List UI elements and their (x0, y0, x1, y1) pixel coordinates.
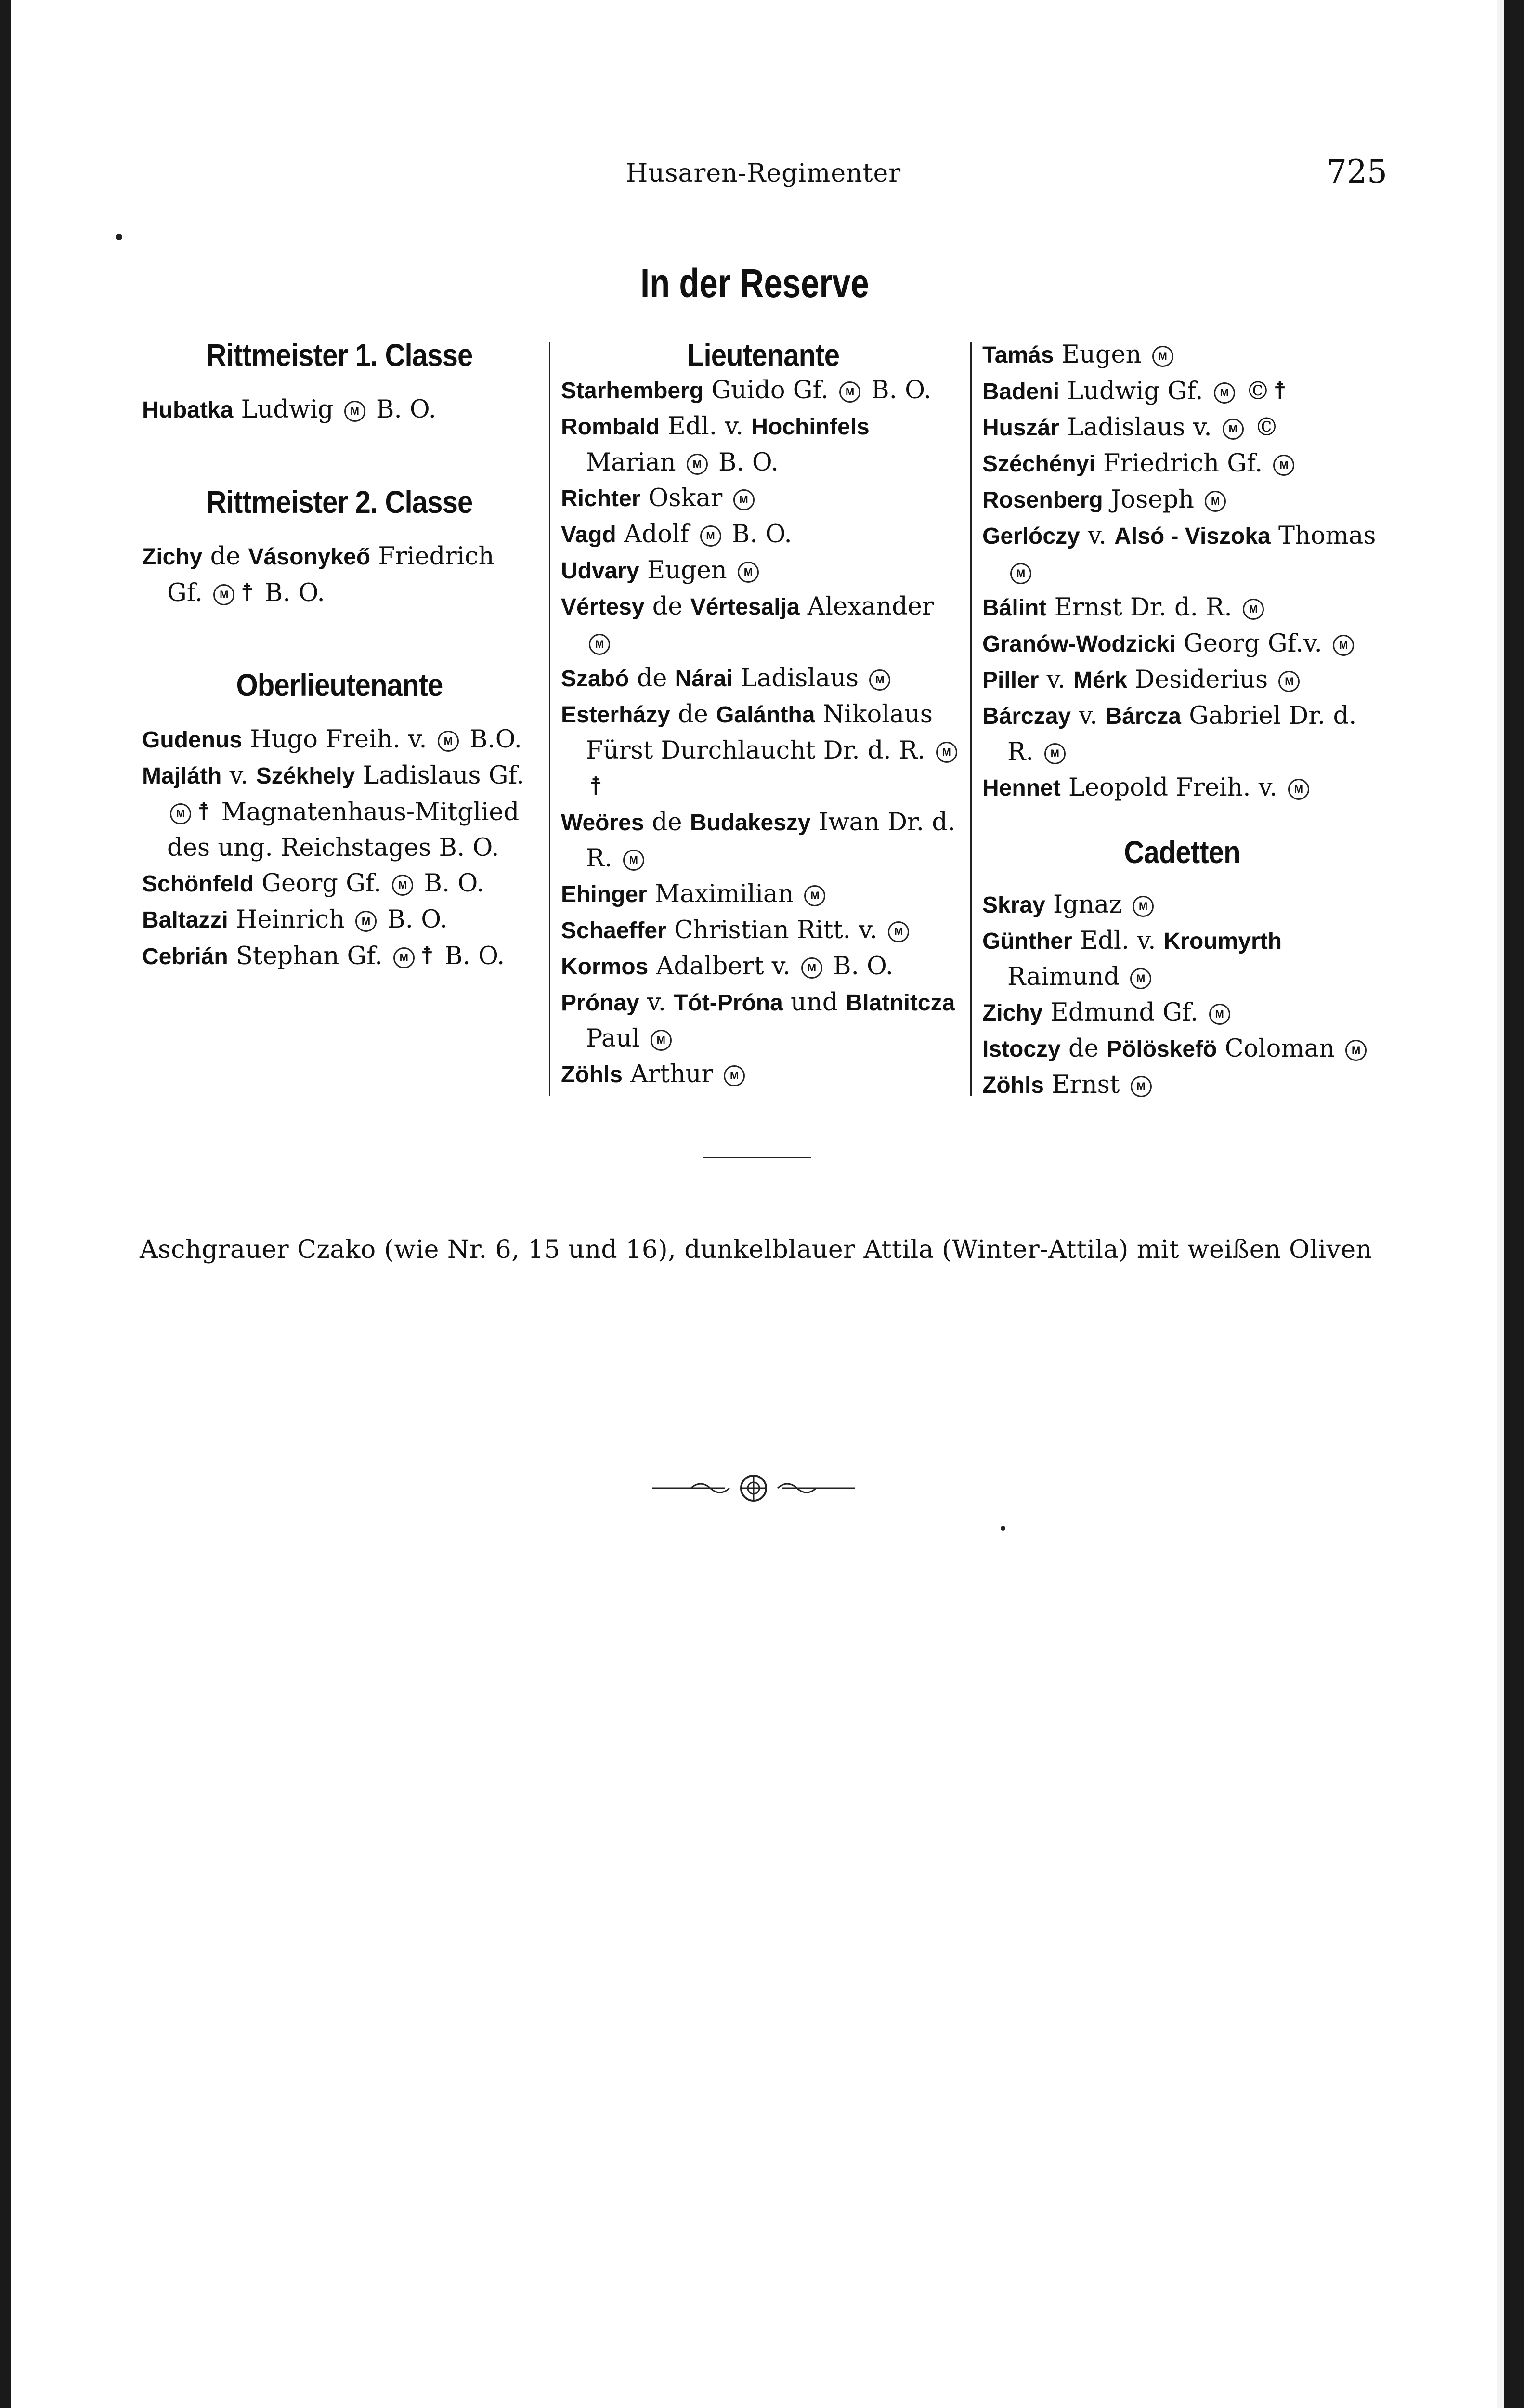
given-name: Nikolaus Fürst Durchlaucht Dr. d. R. (586, 700, 933, 765)
name: Udvary (561, 558, 639, 584)
entry-baltazzi (142, 902, 537, 938)
m-badge-icon: M (801, 957, 822, 979)
m-badge-icon: M (1288, 779, 1309, 800)
entry-granow (982, 626, 1382, 662)
column-rule (970, 342, 972, 1096)
running-head: Husaren-Regimenter (626, 159, 901, 188)
name: Cebrián (142, 944, 228, 969)
entry-badeni (982, 373, 1382, 410)
ink-speck (116, 234, 122, 240)
name: Weöres (561, 810, 644, 836)
entry-schaeffer (561, 913, 965, 949)
cross-icon: ☨ (197, 798, 211, 826)
name: Vértesy (561, 594, 645, 620)
entry-hennet (982, 770, 1382, 806)
suffix: B. O. (444, 942, 505, 970)
entry-skray (982, 887, 1382, 923)
name: Kormos (561, 954, 649, 980)
particle: de (1068, 1034, 1099, 1063)
heading-lieutenante: Lieutenante (687, 337, 840, 373)
name: Mérk (1073, 667, 1127, 693)
entry-zoehls-ernst (982, 1067, 1382, 1103)
particle: v. (647, 988, 666, 1017)
given-name: Thomas (1278, 522, 1376, 550)
m-badge-icon: M (738, 562, 759, 583)
section-divider (703, 1157, 811, 1158)
page-edge-right (1504, 0, 1524, 2408)
name: Piller (982, 667, 1039, 693)
page-edge-right-gap (1497, 0, 1504, 2408)
name: Hennet (982, 775, 1061, 801)
suffix: B. O. (718, 448, 779, 477)
entry-guenther (982, 923, 1382, 995)
m-badge-icon: M (724, 1065, 745, 1086)
m-badge-icon: M (344, 401, 365, 422)
name: Vagd (561, 522, 616, 548)
m-badge-icon: M (1223, 419, 1244, 440)
entry-szechenyi (982, 446, 1382, 482)
particle: v. (1046, 666, 1066, 694)
name: Vásonykeő (248, 544, 371, 570)
name: Zöhls (561, 1062, 623, 1087)
entry-balint (982, 590, 1382, 626)
suffix: B.O. (469, 725, 522, 754)
name: Esterházy (561, 702, 670, 728)
name: Zichy (142, 544, 203, 570)
entry-cebrian (142, 938, 537, 975)
ink-speck (1001, 1526, 1005, 1531)
given-name: Adolf (624, 520, 690, 549)
m-badge-icon: M (355, 911, 377, 932)
m-badge-icon: M (733, 489, 755, 510)
name: Granów-Wodzicki (982, 631, 1176, 657)
name: Skray (982, 892, 1045, 918)
name: Bálint (982, 595, 1047, 621)
m-badge-icon: M (1131, 1076, 1152, 1097)
m-badge-icon: M (170, 803, 191, 824)
given-name: Stephan Gf. (235, 942, 383, 970)
given-name: Edmund Gf. (1050, 998, 1198, 1027)
heading-cadetten: Cadetten (1124, 834, 1240, 870)
name: Rombald (561, 414, 660, 440)
name: Ehinger (561, 882, 647, 907)
given-name: Friedrich Gf. (1103, 449, 1263, 478)
particle: v. (1079, 702, 1098, 730)
name: Majláth (142, 763, 222, 789)
particle: de (210, 542, 241, 571)
entry-gudenus (142, 722, 537, 758)
given-name: Alexander (807, 592, 934, 621)
m-badge-icon: M (1345, 1040, 1367, 1061)
entry-kormos (561, 949, 965, 985)
given-name: Ladislaus v. (1067, 413, 1212, 442)
given-name: Paul (586, 1024, 640, 1053)
particle: v. (229, 761, 248, 790)
entry-richter (561, 481, 965, 517)
name: Zöhls (982, 1073, 1044, 1098)
particle: de (637, 664, 667, 693)
given-name: Iwan Dr. d. R. (586, 808, 956, 873)
name: Rosenberg (982, 487, 1103, 513)
suffix: B. O. (387, 905, 448, 934)
name: Schönfeld (142, 871, 254, 897)
given-name: Ludwig (241, 395, 334, 424)
given-name: Georg Gf.v. (1184, 629, 1322, 658)
name: Széchényi (982, 451, 1095, 477)
name: Székhely (256, 763, 355, 789)
suffix: B. O. (833, 952, 894, 981)
m-badge-icon: M (393, 947, 415, 968)
entry-rombald (561, 409, 965, 481)
name: Günther (982, 929, 1072, 954)
uniform-footnote: Aschgrauer Czako (wie Nr. 6, 15 und 16), dunkelblauer Attila (Winter-Attila) mit weißen Oliven (140, 1235, 1372, 1264)
section-title: In der Reserve (640, 261, 869, 306)
m-badge-icon: M (1273, 455, 1294, 476)
name: Gudenus (142, 727, 243, 753)
name: Hochinfels (751, 414, 870, 440)
particle: Edl. v. (667, 412, 744, 441)
given-name: Raimund (1007, 963, 1120, 991)
given-name: Gabriel Dr. d. R. (1007, 702, 1357, 766)
name: Prónay (561, 990, 639, 1016)
entry-zichy (142, 539, 537, 611)
entry-ehinger (561, 877, 965, 913)
given-name: Guido Gf. (711, 376, 829, 405)
given-name: Georg Gf. (261, 869, 382, 898)
given-name: Coloman (1224, 1034, 1335, 1063)
cross-icon: ☨ (1273, 377, 1287, 406)
given-name: Leopold Freih. v. (1068, 773, 1277, 802)
name: Bárczay (982, 704, 1071, 729)
m-badge-icon: M (1333, 635, 1354, 656)
particle: de (651, 808, 682, 837)
page-edge-left (0, 0, 11, 2408)
column-rule (549, 342, 550, 1096)
given-name: Friedrich Gf. (167, 542, 495, 607)
name: Schaeffer (561, 918, 666, 943)
name: Vértesalja (690, 594, 800, 620)
cross-icon: ☨ (589, 772, 603, 801)
entry-zichy-edmund (982, 995, 1382, 1031)
column-middle (561, 337, 965, 1093)
m-badge-icon: M (1044, 743, 1066, 764)
particle: und (791, 988, 838, 1017)
page-number: 725 (1327, 153, 1387, 190)
name: Kroumyrth (1163, 929, 1282, 954)
name: Starhemberg (561, 378, 704, 404)
m-badge-icon: M (1130, 968, 1151, 989)
m-badge-icon: M (936, 742, 957, 763)
entry-weores (561, 805, 965, 877)
m-badge-icon: M (1243, 599, 1264, 620)
suffix: B. O. (264, 579, 325, 607)
given-name: Ladislaus Gf. (363, 761, 524, 790)
entry-rosenberg (982, 482, 1382, 518)
given-name: Adalbert v. (656, 952, 791, 981)
m-badge-icon: M (869, 669, 890, 691)
name: Budakeszy (690, 810, 811, 836)
entry-starhemberg (561, 373, 965, 409)
given-name: Maximilian (654, 880, 794, 908)
particle: v. (1087, 522, 1107, 550)
entry-barczay (982, 698, 1382, 770)
entry-istoczy (982, 1031, 1382, 1067)
m-badge-icon: M (1152, 346, 1173, 367)
particle: de (678, 700, 708, 729)
name: Szabó (561, 666, 629, 692)
heading-rittmeister-2: Rittmeister 2. Classe (206, 484, 473, 520)
name: Alsó - Viszoka (1114, 523, 1271, 549)
entry-vertesy (561, 589, 965, 661)
particle: de (652, 592, 683, 621)
copyright-icon: © (1245, 377, 1270, 406)
m-badge-icon: M (1133, 896, 1154, 917)
given-name: Marian (586, 448, 676, 477)
suffix: B. O. (376, 395, 436, 424)
suffix: B. O. (871, 376, 932, 405)
suffix: B. O. (424, 869, 484, 898)
name: Baltazzi (142, 907, 228, 933)
name: Bárcza (1105, 704, 1181, 729)
m-badge-icon: M (1214, 382, 1235, 404)
m-badge-icon: M (623, 850, 644, 871)
entry-tamas (982, 337, 1382, 373)
m-badge-icon: M (438, 731, 459, 752)
m-badge-icon: M (1010, 563, 1031, 584)
entry-piller (982, 662, 1382, 698)
m-badge-icon: M (651, 1030, 672, 1051)
m-badge-icon: M (804, 885, 825, 906)
column-right (982, 337, 1382, 1103)
entry-hubatka (142, 392, 537, 428)
name: Blatnitcza (846, 990, 955, 1016)
given-name: Christian Ritt. v. (674, 916, 878, 944)
name: Tót-Próna (674, 990, 783, 1016)
particle: Edl. v. (1080, 927, 1156, 955)
entry-schoenfeld (142, 866, 537, 902)
entry-vagd (561, 517, 965, 553)
given-name: Desiderius (1135, 666, 1268, 694)
m-badge-icon: M (700, 525, 721, 547)
m-badge-icon: M (1205, 491, 1226, 512)
suffix: Magnatenhaus-Mitglied des ung. Reichstages B. O. (167, 798, 520, 862)
entry-zoehls (561, 1057, 965, 1093)
m-badge-icon: M (589, 634, 610, 655)
given-name: Eugen (647, 556, 727, 585)
given-name: Hugo Freih. v. (250, 725, 427, 754)
entry-szabo (561, 661, 965, 697)
given-name: Eugen (1061, 340, 1142, 369)
heading-rittmeister-1: Rittmeister 1. Classe (206, 337, 473, 373)
entry-pronay (561, 985, 965, 1057)
given-name: Joseph (1110, 485, 1194, 514)
suffix: B. O. (731, 520, 792, 549)
name: Galántha (716, 702, 815, 728)
entry-majlath (142, 758, 537, 866)
column-left (142, 337, 537, 975)
m-badge-icon: M (687, 454, 708, 475)
m-badge-icon: M (1278, 671, 1300, 692)
copyright-icon: © (1254, 413, 1279, 442)
entry-udvary (561, 553, 965, 589)
name: Zichy (982, 1000, 1043, 1026)
m-badge-icon: M (1209, 1004, 1230, 1025)
cross-icon: ☨ (420, 942, 434, 970)
name: Gerlóczy (982, 523, 1080, 549)
cross-icon: ☨ (240, 578, 254, 607)
entry-huszar (982, 410, 1382, 446)
name: Hubatka (142, 397, 234, 423)
given-name: Ernst (1052, 1071, 1120, 1099)
name: Badeni (982, 379, 1060, 405)
m-badge-icon: M (213, 584, 234, 605)
m-badge-icon: M (888, 921, 909, 942)
ornament-icon (652, 1469, 855, 1507)
given-name: Heinrich (235, 905, 345, 934)
m-badge-icon: M (392, 875, 413, 896)
m-badge-icon: M (839, 381, 860, 403)
name: Nárai (675, 666, 733, 692)
name: Istoczy (982, 1036, 1061, 1062)
given-name: Ignaz (1053, 890, 1122, 919)
name: Pölöskefö (1107, 1036, 1217, 1062)
name: Richter (561, 486, 641, 511)
given-name: Ernst Dr. d. R. (1054, 593, 1232, 622)
given-name: Ladislaus (740, 664, 859, 693)
name: Huszár (982, 415, 1060, 441)
given-name: Arthur (630, 1060, 713, 1088)
given-name: Oskar (648, 484, 723, 512)
name: Tamás (982, 342, 1054, 368)
given-name: Ludwig Gf. (1067, 377, 1203, 406)
heading-oberlieutenante: Oberlieutenante (236, 667, 443, 703)
entry-gerloczy (982, 518, 1382, 590)
entry-esterhazy (561, 697, 965, 805)
